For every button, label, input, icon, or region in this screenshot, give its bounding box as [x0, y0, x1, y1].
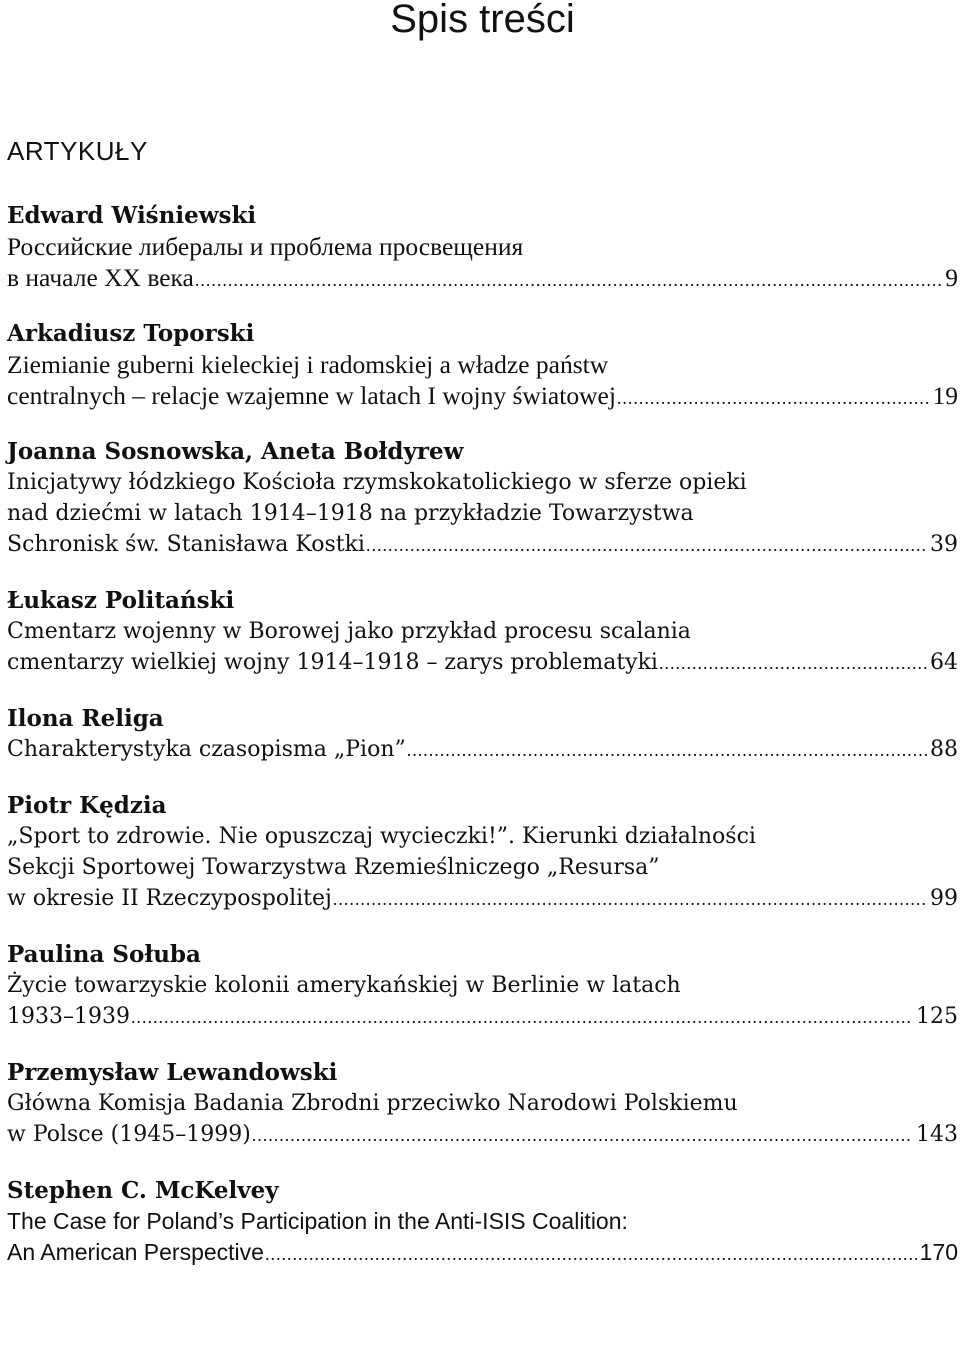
toc-entry[interactable] [7, 1057, 958, 1150]
dot-leader [366, 530, 927, 560]
dot-leader [252, 1120, 913, 1150]
entry-page-number: 99 [930, 886, 958, 911]
toc-entry[interactable] [7, 200, 958, 293]
entry-title-line: Ziemianie guberni kieleckiej i radomskiej a władze państw [7, 350, 609, 379]
entry-title-line: Życie towarzyskie kolonii amerykańskiej w Berlinie w latach [7, 973, 681, 998]
section-heading: ARTYKUŁY [7, 136, 148, 166]
entry-title-line: Российские либералы и проблема просвещения [7, 232, 524, 261]
entry-page-number: 19 [932, 381, 958, 410]
entry-title-line: Sekcji Sportowej Towarzystwa Rzemieślniczego „Resursa” [7, 855, 660, 880]
entry-title-text: w Polsce (1945–1999) [7, 1122, 251, 1147]
entry-author: Piotr Kędzia [7, 792, 167, 819]
entry-title-line: Cmentarz wojenny w Borowej jako przykład procesu scalania [7, 619, 691, 644]
entry-title-last-line [7, 647, 958, 678]
entry-title-last-line [7, 262, 958, 293]
entry-title-line: The Case for Poland’s Participation in the Anti-ISIS Coalition: [7, 1208, 628, 1234]
entry-title-line: nad dziećmi w latach 1914–1918 na przykładzie Towarzystwa [7, 501, 694, 526]
entry-page-number: 9 [945, 263, 958, 292]
page-title: Spis treści [390, 0, 575, 41]
entry-title-text: 1933–1939 [7, 1004, 130, 1029]
entry-page-number: 143 [916, 1122, 958, 1147]
entry-title-text: w okresie II Rzeczypospolitej [7, 886, 332, 911]
entry-author: Edward Wiśniewski [7, 202, 257, 229]
entry-title-last-line [7, 1237, 958, 1268]
entry-page-number: 88 [930, 737, 958, 762]
entry-title-text: в начале XX века [7, 263, 194, 292]
dot-leader [195, 265, 942, 293]
entry-page-number: 39 [930, 532, 958, 557]
entry-title-text: Charakterystyka czasopisma „Pion” [7, 737, 406, 762]
dot-leader [659, 648, 927, 678]
toc-entry[interactable] [7, 318, 958, 411]
entry-title-last-line [7, 380, 958, 411]
dot-leader [131, 1002, 913, 1032]
entry-page-number: 64 [930, 650, 958, 675]
entry-title-last-line [7, 883, 958, 914]
toc-entries [7, 200, 958, 1268]
entry-author: Arkadiusz Toporski [7, 320, 255, 347]
dot-leader [265, 1239, 917, 1268]
entry-title-text: An American Perspective [7, 1239, 264, 1265]
entry-title-line: Inicjatywy łódzkiego Kościoła rzymskokatolickiego w sferze opieki [7, 470, 747, 495]
entry-author: Łukasz Politański [7, 587, 235, 614]
entry-author: Przemysław Lewandowski [7, 1059, 338, 1086]
entry-author: Stephen C. McKelvey [7, 1177, 279, 1204]
entry-title-last-line [7, 529, 958, 560]
entry-page-number: 170 [919, 1239, 958, 1265]
dot-leader [407, 735, 927, 765]
entry-title-text: Schronisk św. Stanisława Kostki [7, 532, 365, 557]
toc-entry[interactable] [7, 1175, 958, 1268]
entry-title-text: centralnych – relacje wzajemne w latach I wojny światowej [7, 381, 616, 410]
toc-entry[interactable] [7, 703, 958, 765]
entry-title-last-line [7, 1119, 958, 1150]
entry-author: Joanna Sosnowska, Aneta Bołdyrew [7, 438, 464, 465]
entry-title-text: cmentarzy wielkiej wojny 1914–1918 – zarys problematyki [7, 650, 658, 675]
entry-author: Ilona Religa [7, 705, 164, 732]
toc-entry[interactable] [7, 939, 958, 1032]
entry-title-last-line [7, 734, 958, 765]
toc-entry[interactable] [7, 436, 958, 560]
dot-leader [617, 383, 930, 411]
entry-author: Paulina Sołuba [7, 941, 201, 968]
toc-entry[interactable] [7, 790, 958, 914]
entry-page-number: 125 [916, 1004, 958, 1029]
entry-title-line: „Sport to zdrowie. Nie opuszczaj wycieczki!”. Kierunki działalności [7, 824, 756, 849]
toc-entry[interactable] [7, 585, 958, 678]
entry-title-last-line [7, 1001, 958, 1032]
entry-title-line: Główna Komisja Badania Zbrodni przeciwko Narodowi Polskiemu [7, 1091, 738, 1116]
dot-leader [333, 884, 927, 914]
